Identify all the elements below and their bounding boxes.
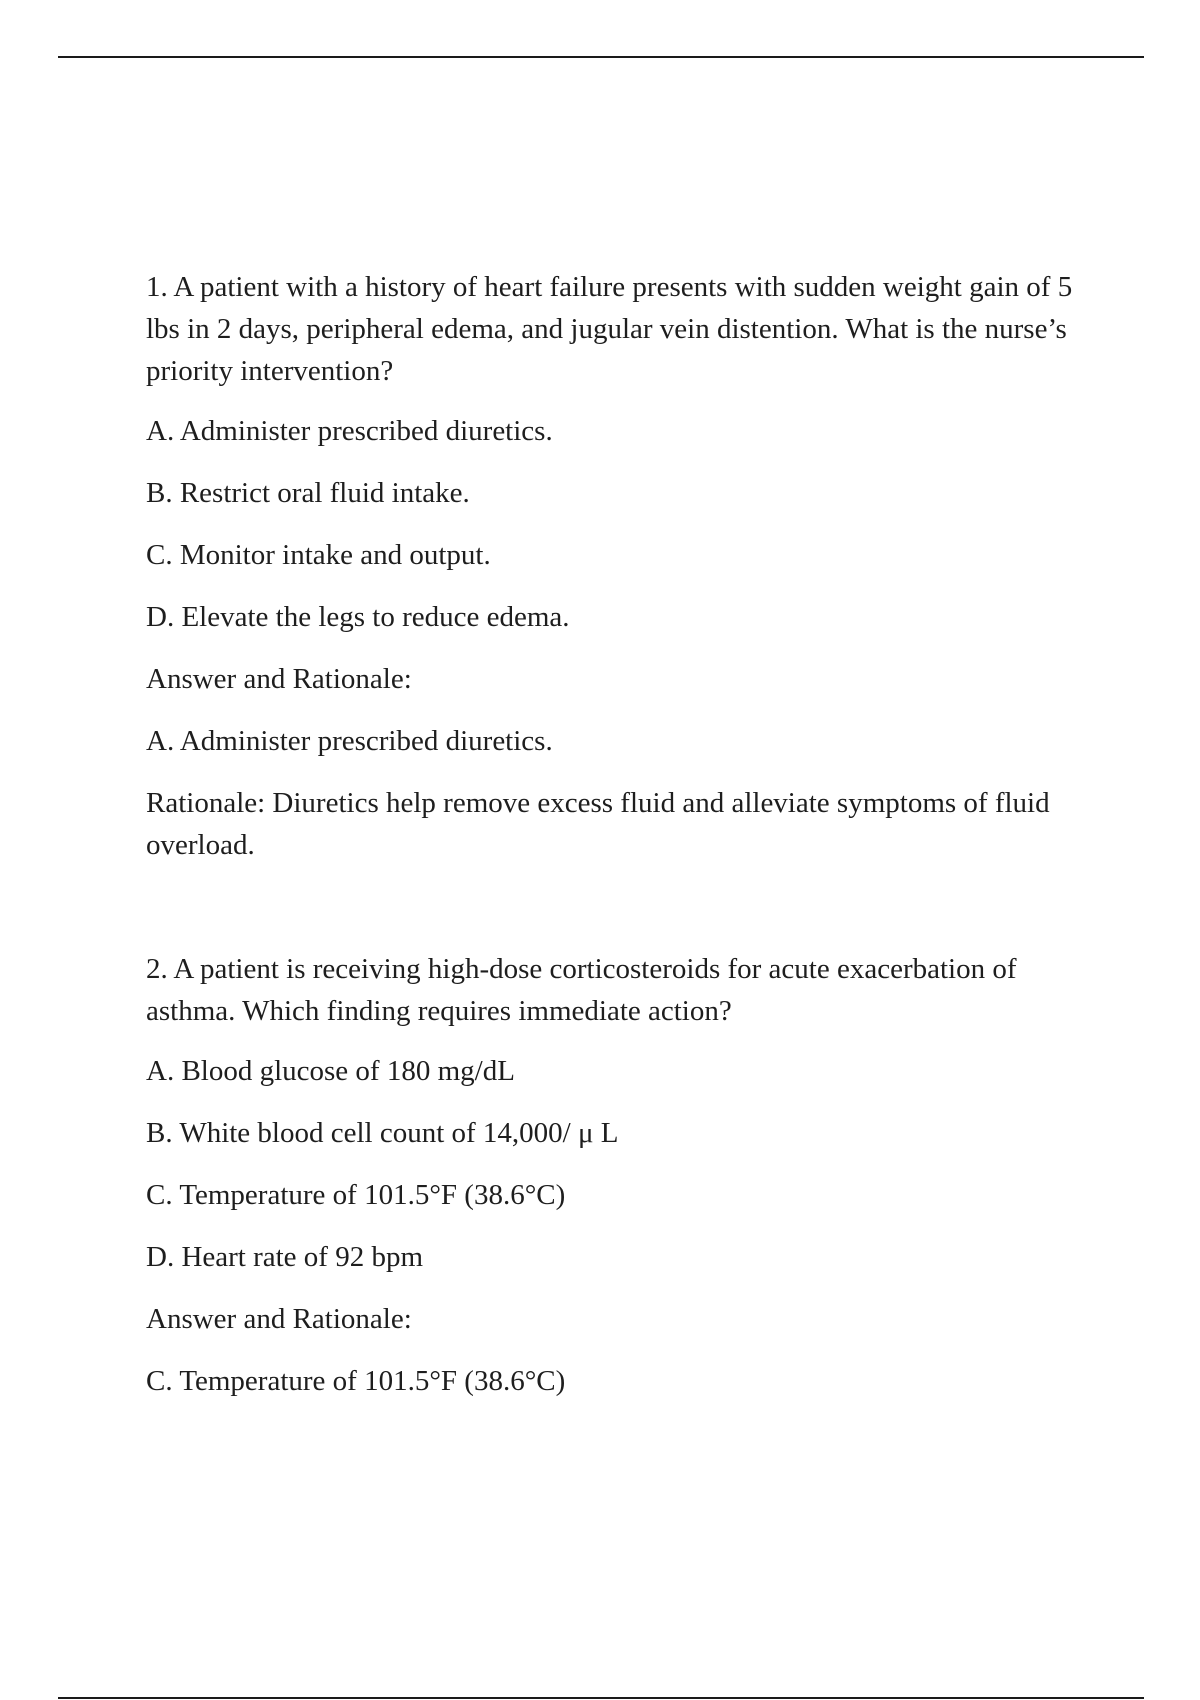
answer-heading: Answer and Rationale: [146, 1303, 412, 1335]
page-body [146, 266, 1106, 1422]
answer: A. Administer prescribed diuretics. [146, 725, 553, 757]
option-d: D. Heart rate of 92 bpm [146, 1241, 424, 1273]
question-2 [146, 948, 1106, 1402]
header-rule [58, 56, 1144, 58]
rationale: Rationale: Diuretics help remove excess fluid and alleviate symptoms of fluid overload. [146, 787, 1050, 861]
option-b: B. White blood cell count of 14,000/ μ L [146, 1117, 619, 1149]
question-1 [146, 266, 1106, 866]
answer: C. Temperature of 101.5°F (38.6°C) [146, 1365, 566, 1397]
answer-heading: Answer and Rationale: [146, 663, 412, 695]
option-a: A. Blood glucose of 180 mg/dL [146, 1055, 515, 1087]
option-a: A. Administer prescribed diuretics. [146, 415, 553, 447]
footer-rule [58, 1697, 1144, 1699]
option-c: C. Monitor intake and output. [146, 539, 491, 571]
question-stem: 2. A patient is receiving high-dose corticosteroids for acute exacerbation of asthma. Which finding requires immediate action? [146, 953, 1017, 1027]
option-b: B. Restrict oral fluid intake. [146, 477, 470, 509]
question-stem: 1. A patient with a history of heart failure presents with sudden weight gain of 5 lbs in 2 days, peripheral edema, and jugular vein distention. What is the nurse’s priority intervention? [146, 271, 1073, 387]
option-c: C. Temperature of 101.5°F (38.6°C) [146, 1179, 566, 1211]
option-d: D. Elevate the legs to reduce edema. [146, 601, 570, 633]
